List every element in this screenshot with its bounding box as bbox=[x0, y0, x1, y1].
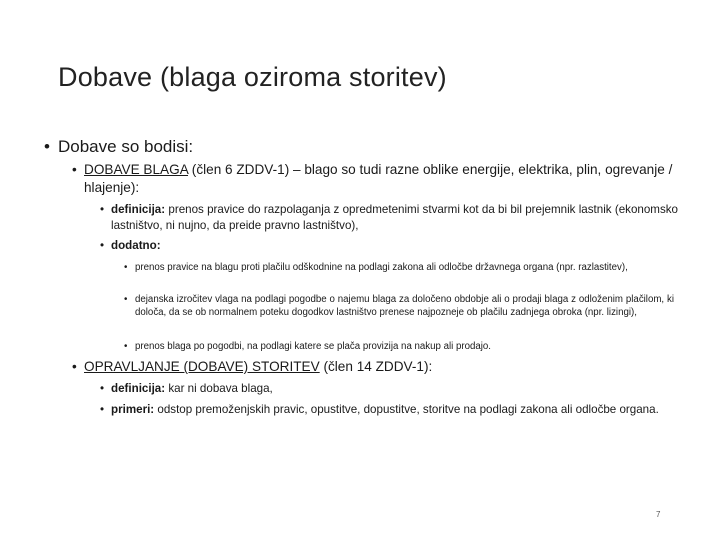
bullet-dot: • bbox=[72, 359, 77, 374]
bullet-dot: • bbox=[100, 239, 105, 252]
goods-sub-item-text: prenos pravice na blagu proti plačilu odškodnine na podlagi zakona ali odločbe državnega organa (npr. razlastitev), bbox=[135, 262, 628, 273]
services-definition-bullet bbox=[100, 381, 678, 397]
services-examples-bullet bbox=[100, 402, 678, 418]
bullet-dot: • bbox=[100, 203, 105, 216]
goods-sub-item-text: prenos blaga po pogodbi, na podlagi katere se plača provizija na nakup ali prodajo. bbox=[135, 341, 491, 352]
services-definition-label: definicija: bbox=[111, 382, 166, 395]
services-definition-text: kar ni dobava blaga, bbox=[165, 382, 273, 395]
goods-additional-label bbox=[100, 238, 678, 254]
goods-additional-bullet bbox=[100, 238, 678, 254]
goods-sub-item-3 bbox=[124, 340, 674, 353]
services-examples-label: primeri: bbox=[111, 403, 155, 416]
bullet-dot: • bbox=[72, 162, 77, 177]
goods-definition-text: prenos pravice do razpolaganja z opredmetenimi stvarmi kot da bi bil prejemnik lastnik (ekonomsko lastništvo, ni nujno, da preide pravno lastništvo), bbox=[111, 203, 678, 232]
level1-text: Dobave so bodisi: bbox=[58, 137, 194, 156]
goods-definition-bullet bbox=[100, 202, 678, 233]
goods-sub-item-text: dejanska izročitev vlaga na podlagi pogodbe o najemu blaga za določeno obdobje ali o prodaji blaga z odloženim plačilom, ki določa, da se ob normalnem poteku dogodkov lastništvo prenese najpozneje ob plačilu zadnjega obroka (npr. lizingi), bbox=[135, 294, 674, 319]
services-examples-text: odstop premoženjskih pravic, opustitve, dopustitve, storitve na podlagi zakona ali odločbe organa. bbox=[154, 403, 659, 416]
goods-sub-item-2 bbox=[124, 293, 674, 320]
goods-rest: (člen 6 ZDDV-1) – blago so tudi razne oblike energije, elektrika, plin, ogrevanje / hlajenje): bbox=[84, 162, 673, 195]
goods-sub-item-1 bbox=[124, 261, 674, 274]
bullet-dot: • bbox=[100, 403, 105, 416]
goods-term: DOBAVE BLAGA bbox=[84, 162, 189, 177]
goods-definition-label: definicija: bbox=[111, 203, 166, 216]
bullet-dot: • bbox=[124, 294, 128, 305]
goods-definition bbox=[100, 202, 678, 233]
services-term: OPRAVLJANJE (DOBAVE) STORITEV bbox=[84, 359, 320, 374]
page-number: 7 bbox=[656, 510, 661, 519]
services-rest: (člen 14 ZDDV-1): bbox=[319, 359, 433, 374]
bullet-dot: • bbox=[100, 382, 105, 395]
bullet-dot: • bbox=[124, 262, 128, 273]
services-bullet bbox=[72, 358, 692, 376]
goods-text bbox=[72, 161, 692, 197]
goods-additional-label-text: dodatno: bbox=[111, 239, 161, 252]
bullet-dot: • bbox=[124, 341, 128, 352]
bullet-level1 bbox=[44, 137, 684, 157]
goods-bullet bbox=[72, 161, 692, 197]
services-definition bbox=[100, 381, 678, 397]
slide-title: Dobave (blaga oziroma storitev) bbox=[58, 62, 447, 92]
services-text bbox=[72, 358, 692, 376]
services-examples bbox=[100, 402, 678, 418]
bullet-dot: • bbox=[44, 137, 50, 156]
